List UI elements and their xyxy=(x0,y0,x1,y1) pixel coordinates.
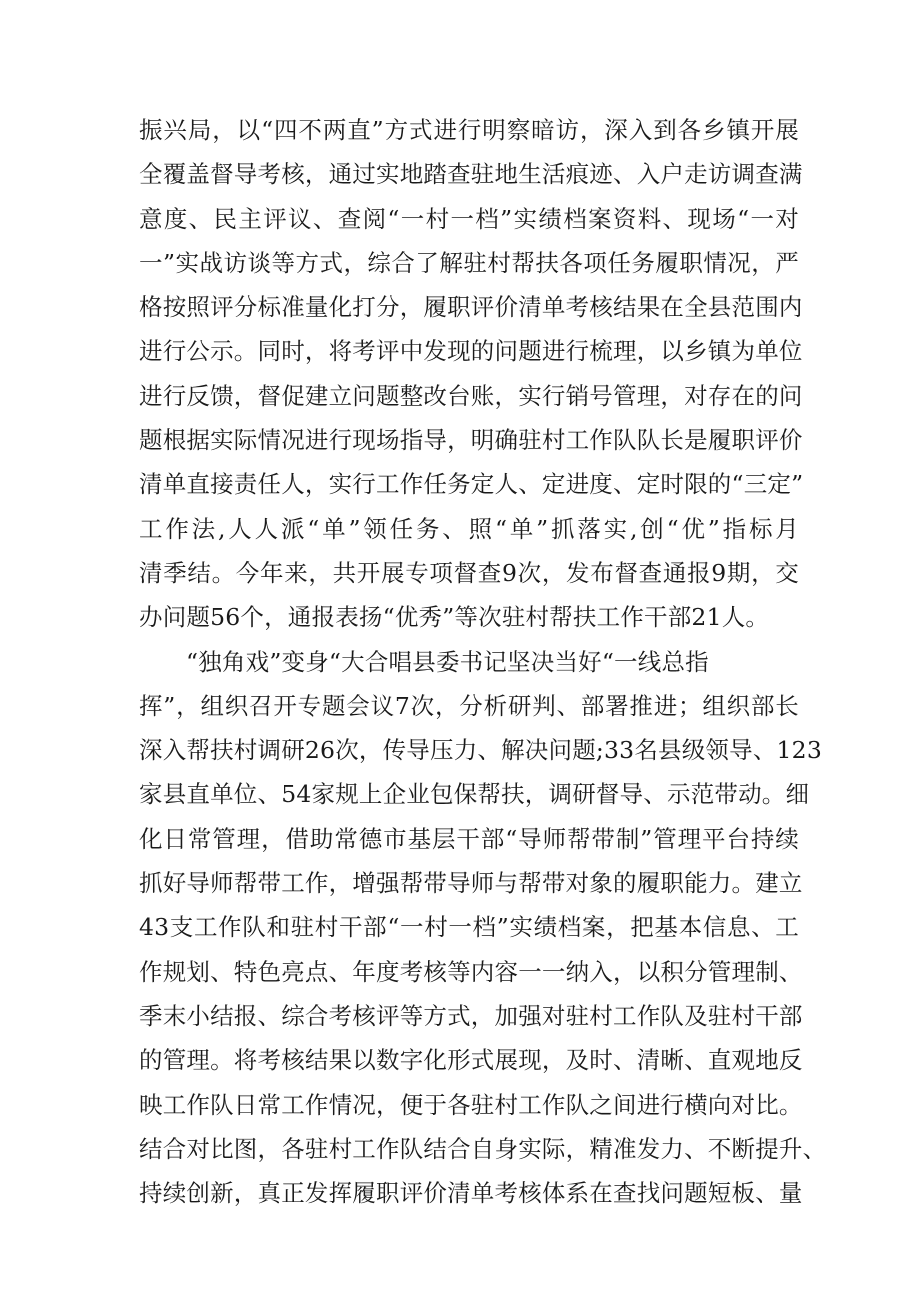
text-line: 进行反馈，督促建立问题整改台账，实行销号管理，对存在的问 xyxy=(139,381,803,410)
text-line: 意度、民主评议、查阅“一村一档”实绩档案资料、现场“一对 xyxy=(139,204,799,233)
text-line: 清季结。今年来，共开展专项督查9次，发布督查通报9期，交 xyxy=(139,558,799,587)
text-line: 作规划、特色亮点、年度考核等内容一一纳入，以积分管理制、 xyxy=(139,957,803,986)
text-line: 的管理。将考核结果以数字化形式展现，及时、清晰、直观地反 xyxy=(139,1046,803,1075)
text-line: 深入帮扶村调研26次，传导压力、解决问题;33名县级领导、123 xyxy=(139,736,822,765)
text-line: 全覆盖督导考核，通过实地踏查驻地生活痕迹、入户走访调查满 xyxy=(139,160,803,189)
text-line: 进行公示。同时，将考评中发现的问题进行梳理，以乡镇为单位 xyxy=(139,337,803,366)
text-line: 工作法,人人派“单”领任务、照“单”抓落实,创“优”指标月 xyxy=(139,514,799,543)
text-line: 清单直接责任人，实行工作任务定人、定进度、定时限的“三定” xyxy=(139,470,804,499)
text-line: “独角戏”变身“大合唱县委书记坚决当好“一线总指 xyxy=(186,647,709,676)
text-line: 季末小结报、综合考核评等方式，加强对驻村工作队及驻村干部 xyxy=(139,1001,803,1030)
document-body xyxy=(139,108,827,1215)
text-line: 家县直单位、54家规上企业包保帮扶，调研督导、示范带动。细 xyxy=(139,780,810,809)
text-line: 格按照评分标准量化打分，履职评价清单考核结果在全县范围内 xyxy=(139,293,803,322)
text-line: 一”实战访谈等方式，综合了解驻村帮扶各项任务履职情况，严 xyxy=(139,248,799,277)
paragraph-1 xyxy=(139,108,804,640)
text-line: 挥”，组织召开专题会议7次，分析研判、部署推进；组织部长 xyxy=(139,691,799,720)
text-line: 抓好导师帮带工作，增强帮带导师与帮带对象的履职能力。建立 xyxy=(139,869,803,898)
text-line: 题根据实际情况进行现场指导，明确驻村工作队队长是履职评价 xyxy=(139,426,803,455)
text-line: 结合对比图，各驻村工作队结合自身实际，精准发力、不断提升、 xyxy=(139,1134,827,1163)
text-line: 映工作队日常工作情况，便于各驻村工作队之间进行横向对比。 xyxy=(139,1090,803,1119)
text-line: 办问题56个，通报表扬“优秀”等次驻村帮扶工作干部21人。 xyxy=(139,603,770,632)
text-line: 振兴局，以“四不两直”方式进行明察暗访，深入到各乡镇开展 xyxy=(139,116,799,144)
text-line: 43支工作队和驻村干部“一村一档”实绩档案，把基本信息、工 xyxy=(139,913,799,942)
text-line: 化日常管理，借助常德市基层干部“导师帮带制”管理平台持续 xyxy=(139,824,799,853)
text-line: 持续创新，真正发挥履职评价清单考核体系在查找问题短板、量 xyxy=(139,1179,803,1208)
paragraph-2 xyxy=(139,640,827,1216)
